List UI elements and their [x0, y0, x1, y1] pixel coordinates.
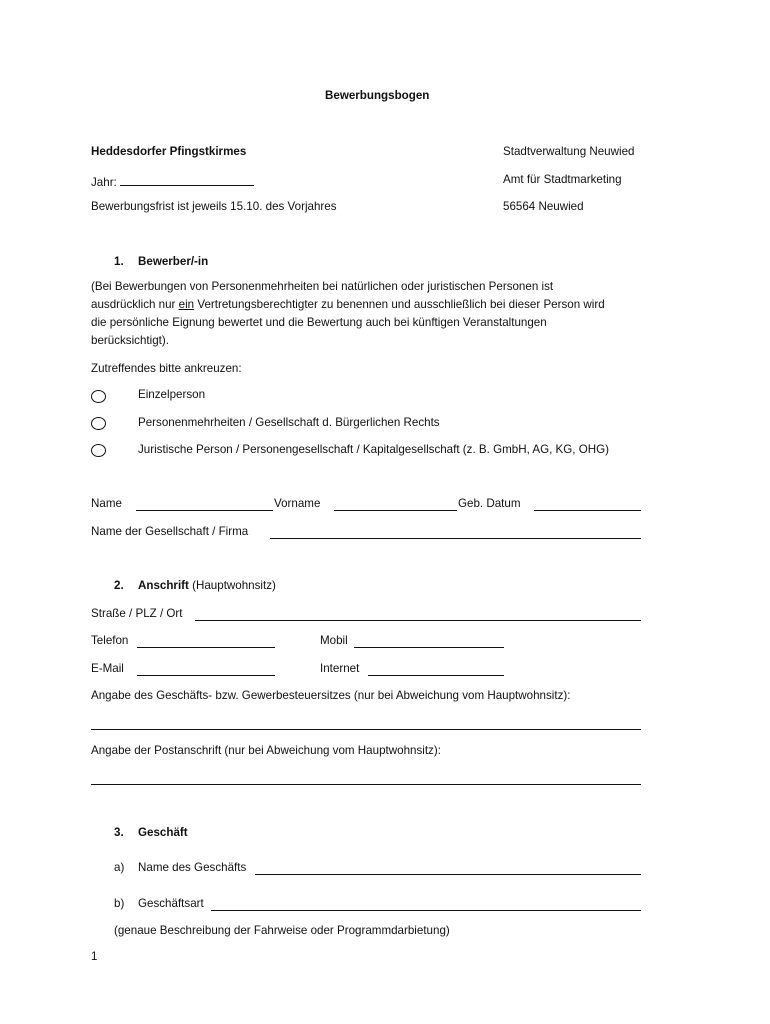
section-1-note-line-2 — [91, 298, 605, 311]
checkbox-prompt: Zutreffendes bitte ankreuzen: — [91, 362, 242, 375]
street-label: Straße / PLZ / Ort — [91, 607, 183, 620]
year-label: Jahr: — [91, 176, 117, 189]
page-title: Bewerbungsbogen — [325, 89, 430, 102]
internet-label: Internet — [320, 662, 360, 675]
business-type-input[interactable] — [211, 898, 641, 911]
year-field — [91, 173, 254, 189]
note-text: Vertretungsberechtigter zu benennen und ausschließlich bei dieser Person wird — [194, 298, 605, 311]
option-label-personenmehrheiten: Personenmehrheiten / Gesellschaft d. Bürgerlichen Rechts — [138, 416, 440, 429]
mobile-input[interactable] — [354, 635, 504, 648]
mobile-label: Mobil — [320, 634, 348, 647]
business-seat-label: Angabe des Geschäfts- bzw. Gewerbesteuersitzes (nur bei Abweichung vom Hauptwohnsitz): — [91, 689, 571, 702]
section-2-heading-suffix: (Hauptwohnsitz) — [188, 579, 276, 592]
item-a-marker: a) — [114, 861, 125, 874]
section-3-number: 3. — [114, 826, 124, 839]
item-b-marker: b) — [114, 897, 125, 910]
org-line-3: 56564 Neuwied — [503, 200, 584, 213]
firstname-input[interactable] — [334, 498, 457, 511]
business-name-input[interactable] — [255, 862, 641, 875]
business-seat-input[interactable] — [91, 729, 641, 730]
radio-einzelperson[interactable] — [91, 390, 106, 403]
section-1-note-line-1: (Bei Bewerbungen von Personenmehrheiten bei natürlichen oder juristischen Personen ist — [91, 280, 554, 293]
email-input[interactable] — [137, 663, 275, 676]
option-label-juristische-person: Juristische Person / Personengesellschaft / Kapitalgesellschaft (z. B. GmbH, AG, KG, OHG) — [138, 443, 610, 456]
phone-label: Telefon — [91, 634, 129, 647]
section-2-number: 2. — [114, 579, 124, 592]
section-1-heading: Bewerber/-in — [138, 255, 209, 268]
deadline-text: Bewerbungsfrist ist jeweils 15.10. des Vorjahres — [91, 200, 337, 213]
business-type-note: (genaue Beschreibung der Fahrweise oder Programmdarbietung) — [114, 924, 450, 937]
section-2-heading: Anschrift — [138, 579, 189, 592]
name-input[interactable] — [136, 498, 273, 511]
radio-personenmehrheiten[interactable] — [91, 417, 106, 430]
internet-input[interactable] — [368, 663, 504, 676]
section-1-note-line-4: berücksichtigt). — [91, 334, 169, 347]
page-number: 1 — [91, 950, 98, 963]
company-label: Name der Gesellschaft / Firma — [91, 525, 249, 538]
section-2-heading-row — [138, 579, 276, 592]
postal-label: Angabe der Postanschrift (nur bei Abweichung vom Hauptwohnsitz): — [91, 744, 441, 757]
postal-input[interactable] — [91, 784, 641, 785]
name-label: Name — [91, 497, 122, 510]
business-name-label: Name des Geschäfts — [138, 861, 247, 874]
section-3-heading: Geschäft — [138, 826, 188, 839]
event-name: Heddesdorfer Pfingstkirmes — [91, 145, 247, 158]
radio-juristische-person[interactable] — [91, 444, 106, 457]
birthdate-input[interactable] — [534, 498, 641, 511]
company-input[interactable] — [270, 526, 641, 539]
section-1-note-line-3: die persönliche Eignung bewertet und die Bewertung auch bei künftigen Veranstaltungen — [91, 316, 547, 329]
phone-input[interactable] — [137, 635, 275, 648]
org-line-1: Stadtverwaltung Neuwied — [503, 145, 635, 158]
note-underlined: ein — [178, 298, 195, 311]
option-label-einzelperson: Einzelperson — [138, 388, 206, 401]
business-type-label: Geschäftsart — [138, 897, 204, 910]
firstname-label: Vorname — [274, 497, 321, 510]
org-line-2: Amt für Stadtmarketing — [503, 173, 622, 186]
year-input[interactable] — [120, 173, 254, 186]
email-label: E-Mail — [91, 662, 124, 675]
birthdate-label: Geb. Datum — [458, 497, 521, 510]
note-text: ausdrücklich nur — [91, 298, 179, 311]
street-input[interactable] — [195, 608, 641, 621]
section-1-number: 1. — [114, 255, 124, 268]
